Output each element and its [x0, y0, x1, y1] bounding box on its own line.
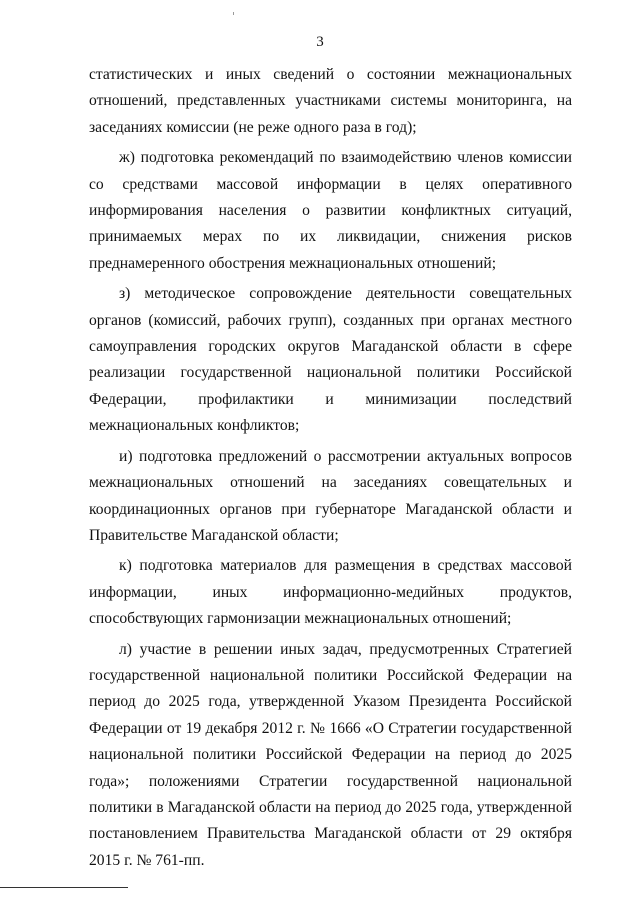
page-number: 3: [316, 34, 324, 50]
paragraph-item-zh: ж) подготовка рекомендаций по взаимодействию членов комиссии со средствами массовой информации в целях оперативного информирования населения о развитии конфликтных ситуаций, принимаемых мерах по их ликвидации, снижения рисков преднамеренного обострения межнациональных отношений;: [89, 149, 572, 272]
paragraph-item-k: к) подготовка материалов для размещения в средствах массовой информации, иных информационно-медийных продуктов, способствующих гармонизации межнациональных отношений;: [89, 557, 572, 628]
paragraph-item-i: и) подготовка предложений о рассмотрении актуальных вопросов межнациональных отношений на заседаниях совещательных и координационных органов при губернаторе Магаданской области и Правительстве Магаданской области;: [89, 447, 572, 544]
paragraph-continuation: статистических и иных сведений о состоянии межнациональных отношений, представленных участниками системы мониторинга, на заседаниях комиссии (не реже одного раза в год);: [89, 66, 572, 136]
paragraph-item-z: з) методическое сопровождение деятельности совещательных органов (комиссий, рабочих групп), созданных при органах местного самоуправления городских округов Магаданской области в сфере реализации государственной национальной политики Российской Федерации, профилактики и минимизации последствий межнациональных конфликтов;: [89, 285, 572, 435]
scan-mark: [233, 12, 234, 15]
paragraph-item-l: л) участие в решении иных задач, предусмотренных Стратегией государственной национальной политики Российской Федерации на период до 2025 года, утвержденной Указом Президента Российской Федерации от 19 декабря 2012 г. № 1666 «О Стратегии государственной национальной политики Российской Федерации на период до 2025 года»; положениями Стратегии государственной национальной политики в Магаданской области на период до 2025 года, утвержденной постановлением Правительства Магаданской области от 29 октября 2015 г. № 761-пп.: [89, 640, 572, 869]
document-body: [89, 62, 572, 874]
footnote-divider: [0, 887, 128, 888]
